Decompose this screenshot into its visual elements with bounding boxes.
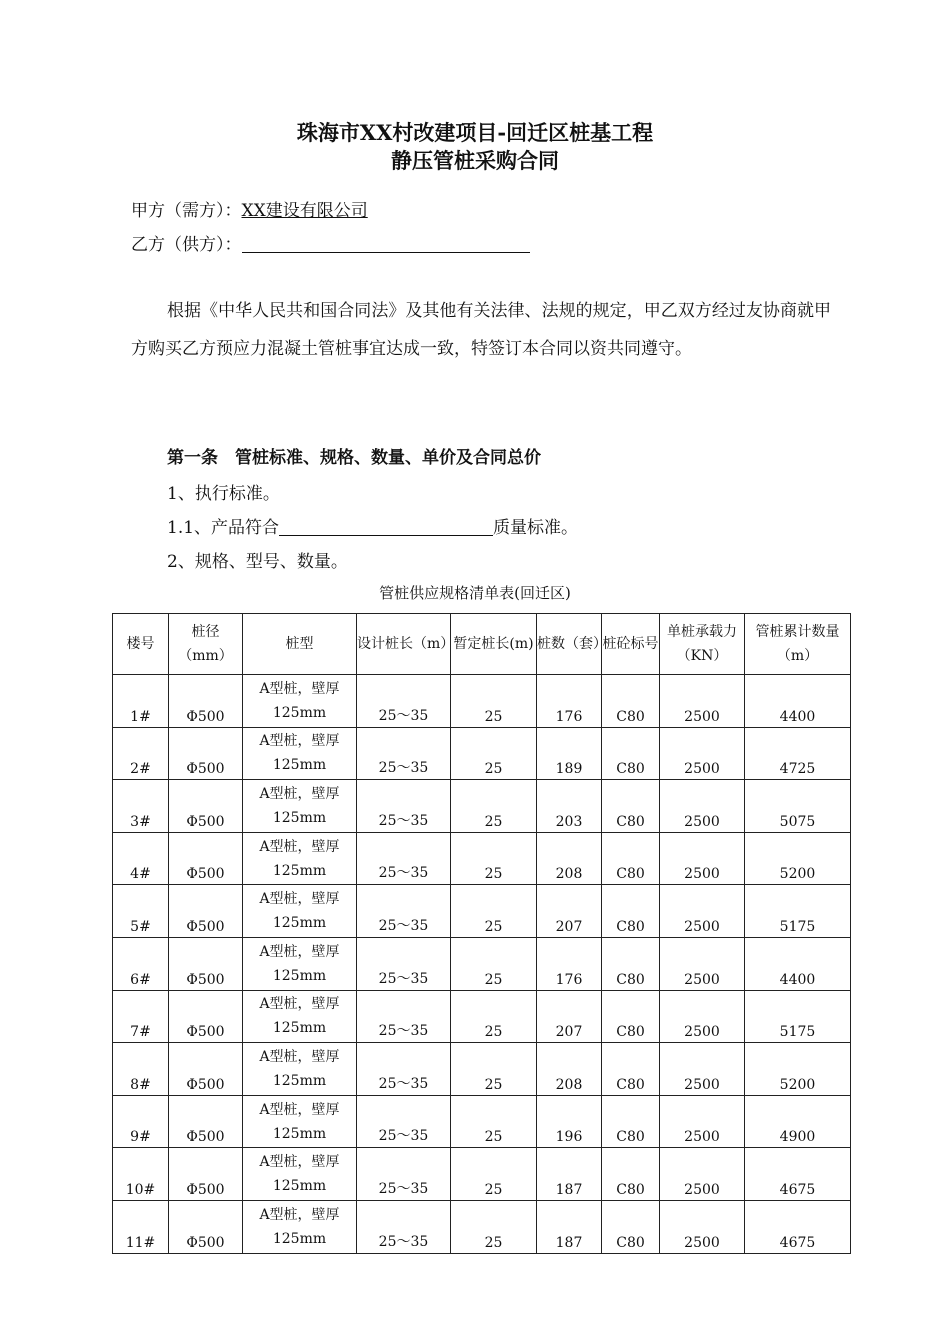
cell-pile-type: A型桩，壁厚125mm bbox=[243, 780, 357, 833]
cell-concrete-grade: C80 bbox=[602, 1148, 660, 1201]
item-2: 2、规格、型号、数量。 bbox=[167, 552, 348, 572]
doc-title: 珠海市XX村改建项目-回迁区桩基工程 bbox=[296, 120, 654, 145]
cell-building-no: 5# bbox=[113, 885, 169, 938]
cell-bearing-capacity: 2500 bbox=[660, 675, 745, 728]
cell-design-length: 25～35 bbox=[357, 675, 451, 728]
party-a-value: XX建设有限公司 bbox=[241, 201, 368, 221]
party-b-blank bbox=[242, 234, 530, 253]
table-row bbox=[113, 780, 851, 833]
cell-cumulative-length: 4675 bbox=[745, 1200, 851, 1253]
cell-concrete-grade: C80 bbox=[602, 885, 660, 938]
cell-bearing-capacity: 2500 bbox=[660, 1043, 745, 1096]
cell-concrete-grade: C80 bbox=[602, 1200, 660, 1253]
cell-bearing-capacity: 2500 bbox=[660, 885, 745, 938]
cell-building-no: 3# bbox=[113, 780, 169, 833]
cell-building-no: 10# bbox=[113, 1148, 169, 1201]
cell-bearing-capacity: 2500 bbox=[660, 990, 745, 1043]
cell-bearing-capacity: 2500 bbox=[660, 1095, 745, 1148]
party-b-label: 乙方（供方）： bbox=[131, 235, 242, 255]
cell-pile-diameter: Φ500 bbox=[169, 885, 243, 938]
col-header: 桩数（套） bbox=[537, 614, 602, 675]
cell-cumulative-length: 4725 bbox=[745, 727, 851, 780]
cell-pile-count: 189 bbox=[537, 727, 602, 780]
table-body bbox=[113, 675, 851, 1254]
col-header: 楼号 bbox=[113, 614, 169, 675]
cell-concrete-grade: C80 bbox=[602, 937, 660, 990]
cell-pile-diameter: Φ500 bbox=[169, 832, 243, 885]
cell-tentative-length: 25 bbox=[451, 885, 537, 938]
table-row bbox=[113, 1095, 851, 1148]
cell-concrete-grade: C80 bbox=[602, 1095, 660, 1148]
cell-pile-diameter: Φ500 bbox=[169, 1095, 243, 1148]
article-1-heading: 第一条 管桩标准、规格、数量、单价及合同总价 bbox=[167, 448, 541, 468]
table-row bbox=[113, 990, 851, 1043]
pile-spec-table bbox=[112, 613, 851, 1254]
table-row bbox=[113, 675, 851, 728]
cell-bearing-capacity: 2500 bbox=[660, 937, 745, 990]
cell-concrete-grade: C80 bbox=[602, 1043, 660, 1096]
cell-pile-diameter: Φ500 bbox=[169, 675, 243, 728]
cell-pile-count: 208 bbox=[537, 832, 602, 885]
table-header-row bbox=[113, 614, 851, 675]
cell-tentative-length: 25 bbox=[451, 1200, 537, 1253]
cell-building-no: 9# bbox=[113, 1095, 169, 1148]
cell-cumulative-length: 4900 bbox=[745, 1095, 851, 1148]
cell-pile-count: 176 bbox=[537, 937, 602, 990]
cell-pile-count: 196 bbox=[537, 1095, 602, 1148]
cell-bearing-capacity: 2500 bbox=[660, 1200, 745, 1253]
cell-building-no: 1# bbox=[113, 675, 169, 728]
cell-concrete-grade: C80 bbox=[602, 780, 660, 833]
cell-bearing-capacity: 2500 bbox=[660, 1148, 745, 1201]
cell-design-length: 25～35 bbox=[357, 990, 451, 1043]
cell-pile-count: 176 bbox=[537, 675, 602, 728]
table-row bbox=[113, 727, 851, 780]
col-header: 桩径（mm） bbox=[169, 614, 243, 675]
col-header: 桩砼标号 bbox=[602, 614, 660, 675]
cell-pile-diameter: Φ500 bbox=[169, 1043, 243, 1096]
cell-cumulative-length: 4400 bbox=[745, 675, 851, 728]
cell-tentative-length: 25 bbox=[451, 727, 537, 780]
cell-design-length: 25～35 bbox=[357, 780, 451, 833]
cell-pile-diameter: Φ500 bbox=[169, 937, 243, 990]
cell-design-length: 25～35 bbox=[357, 727, 451, 780]
cell-pile-type: A型桩，壁厚125mm bbox=[243, 727, 357, 780]
cell-tentative-length: 25 bbox=[451, 1043, 537, 1096]
item-1-1-suffix: 质量标准。 bbox=[493, 518, 579, 538]
cell-pile-count: 207 bbox=[537, 885, 602, 938]
cell-tentative-length: 25 bbox=[451, 675, 537, 728]
cell-pile-diameter: Φ500 bbox=[169, 1148, 243, 1201]
cell-cumulative-length: 5200 bbox=[745, 832, 851, 885]
party-b bbox=[131, 230, 530, 255]
cell-pile-type: A型桩，壁厚125mm bbox=[243, 885, 357, 938]
cell-pile-type: A型桩，壁厚125mm bbox=[243, 832, 357, 885]
cell-bearing-capacity: 2500 bbox=[660, 780, 745, 833]
cell-tentative-length: 25 bbox=[451, 1148, 537, 1201]
col-header: 暂定桩长(m) bbox=[451, 614, 537, 675]
item-1-1 bbox=[167, 513, 578, 538]
cell-building-no: 4# bbox=[113, 832, 169, 885]
cell-cumulative-length: 4675 bbox=[745, 1148, 851, 1201]
cell-building-no: 7# bbox=[113, 990, 169, 1043]
party-a bbox=[131, 196, 437, 221]
table-caption: 管桩供应规格清单表(回迁区) bbox=[379, 584, 571, 602]
cell-building-no: 6# bbox=[113, 937, 169, 990]
cell-pile-type: A型桩，壁厚125mm bbox=[243, 937, 357, 990]
col-header: 管桩累计数量（m） bbox=[745, 614, 851, 675]
cell-pile-count: 207 bbox=[537, 990, 602, 1043]
cell-cumulative-length: 5200 bbox=[745, 1043, 851, 1096]
item-1: 1、执行标准。 bbox=[167, 484, 280, 504]
table-row bbox=[113, 1043, 851, 1096]
cell-pile-diameter: Φ500 bbox=[169, 780, 243, 833]
cell-cumulative-length: 5175 bbox=[745, 990, 851, 1043]
cell-pile-type: A型桩，壁厚125mm bbox=[243, 1095, 357, 1148]
cell-design-length: 25～35 bbox=[357, 1043, 451, 1096]
cell-tentative-length: 25 bbox=[451, 780, 537, 833]
cell-pile-type: A型桩，壁厚125mm bbox=[243, 1200, 357, 1253]
cell-pile-diameter: Φ500 bbox=[169, 727, 243, 780]
intro-paragraph: 根据《中华人民共和国合同法》及其他有关法律、法规的规定，甲乙双方经过友协商就甲方购买乙方预应力混凝土管桩事宜达成一致，特签订本合同以资共同遵守。 bbox=[131, 301, 831, 359]
cell-cumulative-length: 5075 bbox=[745, 780, 851, 833]
cell-pile-type: A型桩，壁厚125mm bbox=[243, 1148, 357, 1201]
cell-pile-count: 208 bbox=[537, 1043, 602, 1096]
cell-design-length: 25～35 bbox=[357, 937, 451, 990]
cell-pile-type: A型桩，壁厚125mm bbox=[243, 1043, 357, 1096]
cell-pile-count: 187 bbox=[537, 1148, 602, 1201]
cell-pile-type: A型桩，壁厚125mm bbox=[243, 990, 357, 1043]
table-row bbox=[113, 885, 851, 938]
table-row bbox=[113, 1200, 851, 1253]
cell-tentative-length: 25 bbox=[451, 937, 537, 990]
table-row bbox=[113, 1148, 851, 1201]
cell-design-length: 25～35 bbox=[357, 885, 451, 938]
table-row bbox=[113, 937, 851, 990]
cell-design-length: 25～35 bbox=[357, 1095, 451, 1148]
cell-bearing-capacity: 2500 bbox=[660, 832, 745, 885]
party-a-label: 甲方（需方）： bbox=[131, 201, 242, 221]
cell-concrete-grade: C80 bbox=[602, 727, 660, 780]
cell-pile-count: 203 bbox=[537, 780, 602, 833]
col-header: 桩型 bbox=[243, 614, 357, 675]
cell-bearing-capacity: 2500 bbox=[660, 727, 745, 780]
cell-pile-diameter: Φ500 bbox=[169, 1200, 243, 1253]
cell-tentative-length: 25 bbox=[451, 990, 537, 1043]
standard-blank bbox=[279, 517, 493, 536]
cell-pile-count: 187 bbox=[537, 1200, 602, 1253]
cell-pile-diameter: Φ500 bbox=[169, 990, 243, 1043]
cell-cumulative-length: 5175 bbox=[745, 885, 851, 938]
cell-tentative-length: 25 bbox=[451, 1095, 537, 1148]
table-row bbox=[113, 832, 851, 885]
doc-subtitle: 静压管桩采购合同 bbox=[391, 148, 559, 173]
cell-concrete-grade: C80 bbox=[602, 675, 660, 728]
col-header: 设计桩长（m） bbox=[357, 614, 451, 675]
col-header: 单桩承载力（KN） bbox=[660, 614, 745, 675]
cell-concrete-grade: C80 bbox=[602, 832, 660, 885]
cell-pile-type: A型桩，壁厚125mm bbox=[243, 675, 357, 728]
cell-design-length: 25～35 bbox=[357, 832, 451, 885]
cell-building-no: 2# bbox=[113, 727, 169, 780]
cell-cumulative-length: 4400 bbox=[745, 937, 851, 990]
cell-design-length: 25～35 bbox=[357, 1148, 451, 1201]
cell-building-no: 11# bbox=[113, 1200, 169, 1253]
item-1-1-prefix: 1.1、产品符合 bbox=[167, 518, 280, 538]
cell-building-no: 8# bbox=[113, 1043, 169, 1096]
cell-tentative-length: 25 bbox=[451, 832, 537, 885]
cell-concrete-grade: C80 bbox=[602, 990, 660, 1043]
cell-design-length: 25～35 bbox=[357, 1200, 451, 1253]
